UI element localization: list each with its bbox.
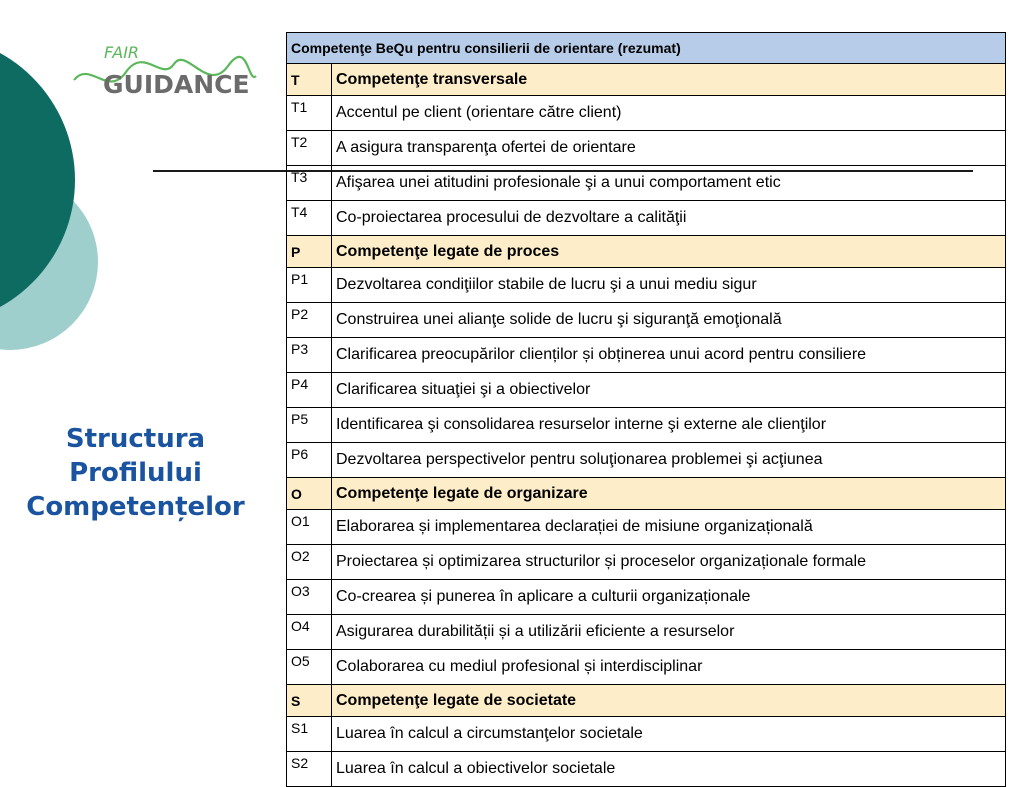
competence-table-body: [287, 33, 1006, 787]
table-header: Competenţe BeQu pentru consilierii de orientare (rezumat): [287, 33, 1006, 64]
slide-title-line: Competențelor: [26, 492, 245, 522]
table-row: [287, 443, 1006, 478]
table-row: [287, 615, 1006, 650]
competence-description: Proiectarea și optimizarea structurilor și proceselor organizaționale formale: [332, 545, 1006, 580]
competence-code: T: [287, 64, 332, 96]
competence-code: O: [287, 478, 332, 510]
category-row: [287, 685, 1006, 717]
table-row: [287, 408, 1006, 443]
logo-accent-text: FAIR: [104, 43, 140, 62]
table-row: [287, 510, 1006, 545]
table-header-row: [287, 33, 1006, 64]
competence-code: P: [287, 236, 332, 268]
slide-title: [8, 422, 263, 524]
slide-title-line: Structura: [65, 424, 206, 454]
competence-code: S: [287, 685, 332, 717]
table-row: [287, 545, 1006, 580]
competence-code: T1: [287, 96, 332, 131]
category-label: Competenţe legate de organizare: [332, 478, 1006, 510]
competence-description: Asigurarea durabilității și a utilizării eficiente a resurselor: [332, 615, 1006, 650]
table-row: [287, 717, 1006, 752]
competence-description: Dezvoltarea perspectivelor pentru soluţionarea problemei şi acţiunea: [332, 443, 1006, 478]
table-row: [287, 752, 1006, 787]
competence-code: O2: [287, 545, 332, 580]
table-row: [287, 338, 1006, 373]
category-row: [287, 236, 1006, 268]
competence-description: Luarea în calcul a obiectivelor societale: [332, 752, 1006, 787]
category-label: Competenţe transversale: [332, 64, 1006, 96]
table-row: [287, 131, 1006, 166]
competence-code: P5: [287, 408, 332, 443]
competence-description: Elaborarea și implementarea declarației de misiune organizațională: [332, 510, 1006, 545]
table-row: [287, 96, 1006, 131]
competence-code: O3: [287, 580, 332, 615]
table-row: [287, 166, 1006, 201]
competence-description: Clarificarea preocupărilor clienților și obținerea unui acord pentru consiliere: [332, 338, 1006, 373]
competence-code: T3: [287, 166, 332, 201]
competence-code: S1: [287, 717, 332, 752]
table-row: [287, 303, 1006, 338]
competence-code: P6: [287, 443, 332, 478]
competence-description: Luarea în calcul a circumstanţelor societale: [332, 717, 1006, 752]
slide-title-line: Profilului: [69, 458, 202, 488]
table-row: [287, 373, 1006, 408]
competence-description: Construirea unei alianţe solide de lucru şi siguranţă emoţională: [332, 303, 1006, 338]
competence-code: O4: [287, 615, 332, 650]
competence-table: [286, 32, 1006, 787]
logo-text: GUIDANCE: [103, 70, 250, 99]
competence-code: P2: [287, 303, 332, 338]
competence-description: Dezvoltarea condiţiilor stabile de lucru şi a unui mediu sigur: [332, 268, 1006, 303]
competence-description: Afişarea unei atitudini profesionale şi a unui comportament etic: [332, 166, 1006, 201]
competence-code: P3: [287, 338, 332, 373]
competence-code: T4: [287, 201, 332, 236]
competence-code: P1: [287, 268, 332, 303]
fair-guidance-logo: [70, 38, 260, 108]
competence-code: S2: [287, 752, 332, 787]
competence-description: A asigura transparenţa ofertei de orientare: [332, 131, 1006, 166]
competence-description: Identificarea şi consolidarea resurselor interne şi externe ale clienţilor: [332, 408, 1006, 443]
competence-description: Co-crearea și punerea în aplicare a culturii organizaționale: [332, 580, 1006, 615]
competence-description: Accentul pe client (orientare către client): [332, 96, 1006, 131]
competence-code: O5: [287, 650, 332, 685]
table-row: [287, 268, 1006, 303]
competence-code: P4: [287, 373, 332, 408]
table-row: [287, 201, 1006, 236]
competence-code: T2: [287, 131, 332, 166]
category-label: Competenţe legate de societate: [332, 685, 1006, 717]
category-label: Competenţe legate de proces: [332, 236, 1006, 268]
competence-code: O1: [287, 510, 332, 545]
competence-description: Colaborarea cu mediul profesional și interdisciplinar: [332, 650, 1006, 685]
category-row: [287, 64, 1006, 96]
competence-description: Clarificarea situaţiei şi a obiectivelor: [332, 373, 1006, 408]
table-row: [287, 650, 1006, 685]
table-row: [287, 580, 1006, 615]
competence-description: Co-proiectarea procesului de dezvoltare a calităţii: [332, 201, 1006, 236]
category-row: [287, 478, 1006, 510]
